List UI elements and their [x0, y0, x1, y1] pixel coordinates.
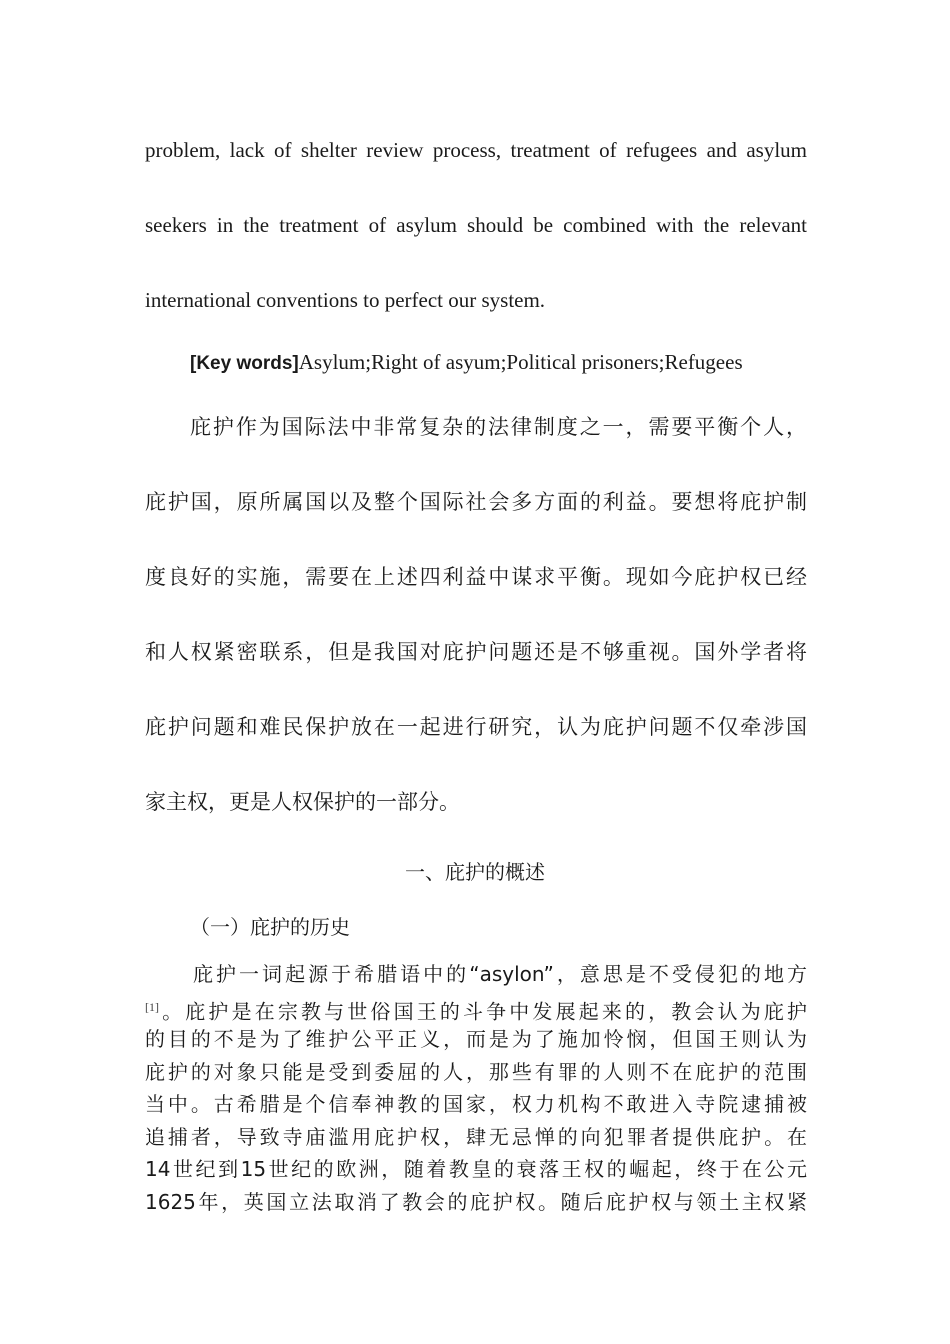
- intro-line-6: 家主权，更是人权保护的一部分。: [145, 790, 460, 814]
- keywords-label: [Key words]: [190, 353, 299, 374]
- intro-line-1: 庇护作为国际法中非常复杂的法律制度之一，需要平衡个人，: [190, 415, 807, 439]
- history-line-1: 庇护一词起源于希腊语中的“asylon”，意思是不受侵犯的地方: [193, 962, 807, 986]
- history-line-3: 的目的不是为了维护公平正义，而是为了施加怜悯，但国王则认为: [145, 1027, 807, 1051]
- history-line-8: 1625年，英国立法取消了教会的庇护权。随后庇护权与领土主权紧: [145, 1189, 807, 1214]
- abstract-line-2: seekers in the treatment of asylum should be combined with the relevant: [145, 213, 807, 237]
- section-heading: 一、庇护的概述: [405, 860, 545, 884]
- history-paragraph: [145, 958, 807, 1218]
- intro-line-4: 和人权紧密联系，但是我国对庇护问题还是不够重视。国外学者将: [145, 640, 807, 664]
- keywords-line: [190, 348, 743, 378]
- history-line-7: 14世纪到15世纪的欧洲，随着教皇的衰落王权的崛起，终于在公元: [145, 1157, 807, 1181]
- subsection-heading: （一）庇护的历史: [190, 915, 350, 939]
- history-line-5: 当中。古希腊是个信奉神教的国家，权力机构不敢进入寺院逮捕被: [145, 1092, 807, 1116]
- intro-line-5: 庇护问题和难民保护放在一起进行研究，认为庇护问题不仅牵涉国: [145, 715, 807, 739]
- history-line-6: 追捕者，导致寺庙滥用庇护权，肆无忌惮的向犯罪者提供庇护。在: [145, 1124, 807, 1149]
- intro-line-3: 度良好的实施，需要在上述四利益中谋求平衡。现如今庇护权已经: [145, 565, 807, 589]
- history-line-4: 庇护的对象只能是受到委屈的人，那些有罪的人则不在庇护的范围: [145, 1059, 807, 1084]
- history-line-2: [145, 991, 807, 1024]
- abstract-line-3: international conventions to perfect our system.: [145, 288, 546, 312]
- intro-line-2: 庇护国，原所属国以及整个国际社会多方面的利益。要想将庇护制: [145, 490, 807, 514]
- keywords-text: Asylum;Right of asyum;Political prisoners;Refugees: [298, 350, 743, 374]
- footnote-reference[interactable]: [1]: [145, 999, 159, 1014]
- history-line-2-text: 。庇护是在宗教与世俗国王的斗争中发展起来的，教会认为庇护: [159, 999, 807, 1024]
- abstract-line-1: problem, lack of shelter review process, treatment of refugees and asylum: [145, 138, 807, 162]
